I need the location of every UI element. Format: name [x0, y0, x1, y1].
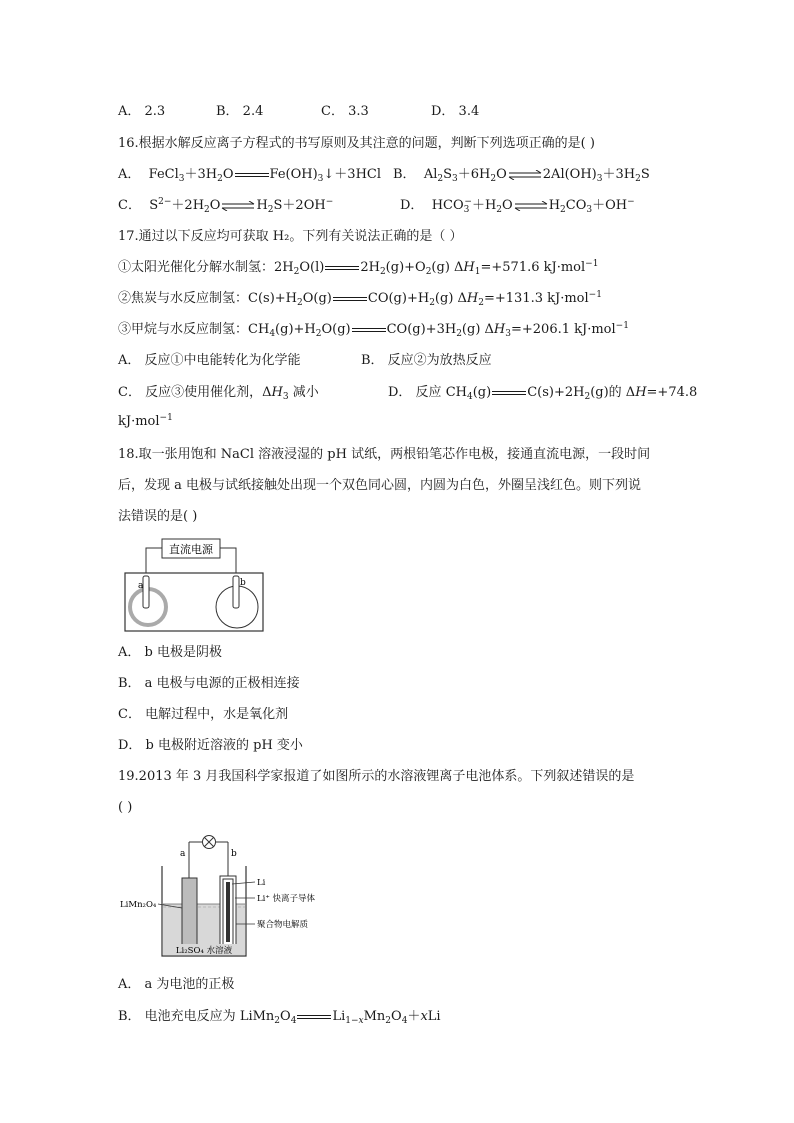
q18-stem-line2: 后，发现 a 电极与试纸接触处出现一个双色同心圆，内圆为白色，外圈呈浅红色。则下列说: [118, 478, 642, 493]
q19-option-a[interactable]: A． a 为电池的正极: [118, 977, 235, 992]
q19-diagram-limn-label: LiMn₂O₄: [120, 900, 157, 910]
q18-option-c[interactable]: C． 电解过程中，水是氧化剂: [118, 707, 289, 722]
equals-arrow-icon: [492, 388, 526, 398]
q17-option-c-suffix: 减小: [292, 385, 319, 400]
equals-arrow-icon: [235, 170, 269, 180]
q17-reaction-1-enthalpy: =+571.6 kJ·mol: [480, 260, 586, 275]
q17-reaction-3-enthalpy: =+206.1 kJ·mol: [511, 322, 616, 337]
equals-arrow-icon: [333, 294, 367, 304]
q17-reaction-1: ①太阳光催化分解水制氢：$2H_2O(l)$ $2H_2(g)+O_2(g)$ $\Delta H_1=+571.6$ kJ·mol$^{-1}$: [118, 259, 599, 277]
q16-option-c-label: C．: [118, 198, 141, 213]
q17-reaction-3-label: ③甲烷与水反应制氢：: [118, 322, 249, 337]
q16-option-b[interactable]: [393, 166, 650, 184]
q17-option-d[interactable]: D． 反应 $CH_4(g)$ $C(s)+2H_2(g)$的 ΔH=+74.8: [388, 385, 698, 402]
q17-reaction-1-label: ①太阳光催化分解水制氢：: [118, 260, 275, 275]
q16-option-d-label: D．: [400, 198, 424, 213]
q19-option-b-text: B． 电池充电反应为 LiMn: [118, 1009, 275, 1024]
q17-option-c[interactable]: C． 反应③使用催化剂，$\Delta H_3$ 减小: [118, 385, 319, 402]
equals-arrow-icon: [325, 263, 359, 273]
equals-arrow-icon: [352, 325, 386, 335]
q17-reaction-3-equation: $CH_4(g)+H_2O(g)$ $CO(g)+3H_2(g)$ $\Delta H_3$: [248, 322, 511, 339]
q19-stem-line2: ( ): [118, 800, 133, 815]
q16-option-a-label: A．: [118, 167, 141, 182]
q17-option-c-text: C． 反应③使用催化剂，Δ: [118, 385, 272, 400]
q18-option-a[interactable]: A． b 电极是阴极: [118, 645, 222, 660]
q19-battery-diagram: [118, 828, 338, 972]
q16-stem: 16.根据水解反应离子方程式的书写原则及其注意的问题，判断下列选项正确的是( ): [118, 136, 595, 151]
q15-option-a[interactable]: A． 2.3: [118, 104, 166, 119]
q17-reaction-2: ②焦炭与水反应制氢：$C(s)+H_2O(g)$ $CO(g)+H_2(g)$ $\Delta H_2=+131.3$ kJ·mol$^{-1}$: [118, 290, 602, 308]
q19-diagram-li-label: Li: [257, 878, 266, 888]
q18-electrolysis-diagram: [120, 536, 270, 640]
equals-arrow-icon: [297, 1012, 331, 1022]
q17-option-a[interactable]: A． 反应①中电能转化为化学能: [118, 353, 301, 368]
q17-reaction-3: ③甲烷与水反应制氢：$CH_4(g)+H_2O(g)$ $CO(g)+3H_2(g)$ $\Delta H_3=+206.1$ kJ·mol$^{-1}$: [118, 321, 629, 339]
q18-diagram-electrode-a: a: [138, 581, 144, 591]
q17-option-b[interactable]: B． 反应②为放热反应: [361, 353, 492, 368]
q19-diagram-electrode-a: a: [180, 849, 186, 859]
q15-option-c[interactable]: C． 3.3: [321, 104, 369, 119]
q19-diagram-conductor-label: Li⁺ 快离子导体: [257, 894, 316, 904]
q16-option-a[interactable]: [118, 166, 381, 184]
q19-stem-line1: 19.2013 年 3 月我国科学家报道了如图所示的水溶液锂离子电池体系。下列叙述错误的是: [118, 769, 635, 784]
q19-diagram-solution-label: Li₂SO₄ 水溶液: [175, 946, 233, 956]
q16-option-b-equation: $Al_2S_3+6H_2O$ $2Al(OH)_3+3H_2S$: [419, 167, 650, 184]
q19-option-b[interactable]: B． 电池充电反应为 $LiMn_2O_4$ $Li_{1-x}Mn_2O_4+xLi$: [118, 1009, 441, 1026]
q16-option-c-equation: $S^{2-}+2H_2O$ $H_2S+2OH^-$: [145, 197, 334, 215]
q17-option-d-unit: kJ·mol: [118, 414, 160, 429]
q17-reaction-1-equation: $2H_2O(l)$ $2H_2(g)+O_2(g)$ $\Delta H_1$: [274, 260, 481, 277]
q16-option-b-label: B．: [393, 167, 416, 182]
reversible-arrow-icon: [508, 170, 542, 180]
q19-diagram-polymer-label: 聚合物电解质: [257, 920, 309, 930]
reversible-arrow-icon: [514, 201, 548, 211]
q17-option-d-unit-line: kJ·mol$^{-1}$: [118, 413, 173, 429]
q19-diagram-electrode-b: b: [231, 849, 237, 859]
q17-option-d-text: D． 反应: [388, 385, 442, 400]
q18-diagram-power-label: 直流电源: [169, 543, 213, 556]
q17-stem: 17.通过以下反应均可获取 H₂。下列有关说法正确的是（ ）: [118, 229, 463, 244]
q16-option-c[interactable]: [118, 197, 333, 215]
q18-stem-line1: 18.取一张用饱和 NaCl 溶液浸湿的 pH 试纸，两根铅笔芯作电极，接通直流电源，一段时间: [118, 447, 651, 462]
q16-option-d-equation: $HCO_3^-+H_2O$ $H_2CO_3+OH^-$: [427, 197, 635, 215]
q18-option-d[interactable]: D． b 电极附近溶液的 pH 变小: [118, 738, 303, 753]
q16-option-a-equation: $FeCl_3+3H_2O$ $Fe(OH)_3↓+3HCl$: [144, 167, 382, 184]
q15-option-b[interactable]: B． 2.4: [216, 104, 264, 119]
q18-option-b[interactable]: B． a 电极与电源的正极相连接: [118, 676, 300, 691]
q18-diagram-electrode-b: b: [240, 578, 246, 588]
q16-option-d[interactable]: [400, 197, 635, 215]
q17-reaction-2-equation: $C(s)+H_2O(g)$ $CO(g)+H_2(g)$ $\Delta H_2$: [248, 291, 484, 308]
q18-stem-line3: 法错误的是( ): [118, 509, 198, 524]
q15-option-d[interactable]: D． 3.4: [431, 104, 480, 119]
q17-reaction-2-label: ②焦炭与水反应制氢：: [118, 291, 249, 306]
q17-reaction-2-enthalpy: =+131.3 kJ·mol: [484, 291, 589, 306]
q17-option-d-enthalpy: =+74.8: [646, 385, 698, 400]
reversible-arrow-icon: [221, 201, 255, 211]
